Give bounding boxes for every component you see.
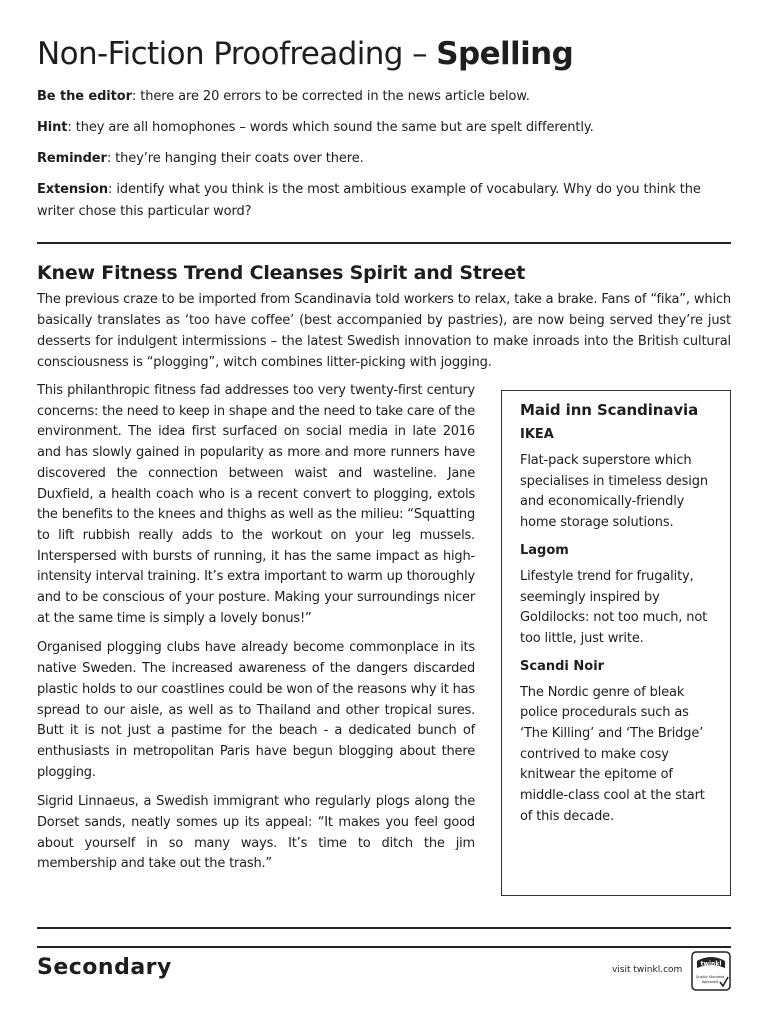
instruction-editor	[37, 86, 731, 108]
badge-line1: Quality Standard	[695, 975, 725, 979]
sidebar-desc-scandi-noir: The Nordic genre of bleak police procedurals such as ‘The Killing’ and ‘The Bridge’ contrived to make cosy knitwear the epitome of middle-class cool at the start of this decade.	[520, 684, 705, 824]
title-main: Non-Fiction Proofreading –	[37, 36, 437, 72]
instruction-label: Extension	[37, 182, 109, 197]
article-lead: The previous craze to be imported from Scandinavia told workers to relax, take a brake. Fans of “fika”, which basically translates as ‘too have coffee’ (best accompanied by pastries), are now being served they’re just desserts for indulgent intermissions – the latest Swedish innovation to make inroads into the British cultural consciousness is “plogging”, witch combines litter-picking with jogging.	[37, 292, 731, 370]
instruction-label: Hint	[37, 120, 68, 135]
instruction-text: : there are 20 errors to be corrected in the news article below.	[131, 89, 530, 104]
instruction-label: Reminder	[37, 151, 107, 166]
instruction-text: : they’re hanging their coats over there.	[106, 151, 364, 166]
sidebar-term-lagom: Lagom	[520, 542, 569, 558]
sidebar-term-ikea: IKEA	[520, 427, 554, 442]
sidebar-title: Maid inn Scandinavia	[520, 401, 699, 419]
title-bold: Spelling	[436, 36, 574, 72]
article-paragraph: Sigrid Linnaeus, a Swedish immigrant who regularly plogs along the Dorset sands, neatly somes up its appeal: “It makes you feel good about yourself in so many ways. It’s time to ditch the jim membership and take out the trash.”	[37, 794, 475, 872]
sidebar-term-scandi-noir: Scandi Noir	[520, 658, 605, 674]
instruction-text: : they are all homophones – words which sound the same but are spelt differently.	[67, 120, 594, 135]
sidebar-desc-ikea: Flat-pack superstore which specialises in timeless design and economically-friendly home storage solutions.	[520, 453, 708, 531]
instruction-label: Be the editor	[37, 89, 132, 104]
instruction-extension	[37, 179, 731, 223]
website-link[interactable]: visit twinkl.com	[612, 965, 683, 975]
footer-divider	[37, 927, 731, 929]
article-headline: Knew Fitness Trend Cleanses Spirit and Street	[37, 262, 526, 284]
article-paragraph: Organised plogging clubs have already become commonplace in its native Sweden. The increased awareness of the dangers discarded plastic holds to our coastlines could be won of the reasons why it has spread to our aisle, as well as to Thailand and other tropical sures. Butt it is not just a pastime for the beach - a dedicated bunch of enthusiasts in metropolitan Paris have begun blogging about there plogging.	[37, 640, 475, 780]
sidebar-desc-lagom: Lifestyle trend for frugality, seemingly inspired by Goldilocks: not too much, not too little, just write.	[520, 568, 708, 646]
badge-brand: twinkl	[700, 960, 722, 968]
top-divider	[37, 242, 731, 244]
quality-badge-icon	[691, 951, 731, 991]
brand-label: Secondary	[37, 955, 172, 980]
instruction-hint	[37, 117, 731, 139]
sidebar-box	[501, 390, 731, 896]
article-paragraph: This philanthropic fitness fad addresses too very twenty-first century concerns: the need to keep in shape and the need to take care of the environment. The idea first surfaced on social media in late 2016 and has slowly gained in popularity as more and more runners have discovered the connection between waist and wasteline. Jane Duxfield, a health coach who is a recent convert to plogging, extols the benefits to the knees and thighs as well as the milieu: “Squatting to lift rubbish really adds to the workout on your leg mussels. Interspersed with bursts of running, it has the same impact as high-intensity interval training. It’s extra important to warm up thoroughly and to be conscious of your posture. Making your surroundings nicer at the same time is simply a lovely bonus!”	[37, 383, 476, 626]
instruction-reminder	[37, 148, 731, 170]
footer-divider-lower	[37, 946, 731, 948]
badge-line2: Approved	[701, 980, 719, 984]
instruction-text: : identify what you think is the most ambitious example of vocabulary. Why do you think the writer chose this particular word?	[37, 182, 701, 219]
page-title	[37, 36, 573, 72]
article-body	[37, 381, 475, 884]
